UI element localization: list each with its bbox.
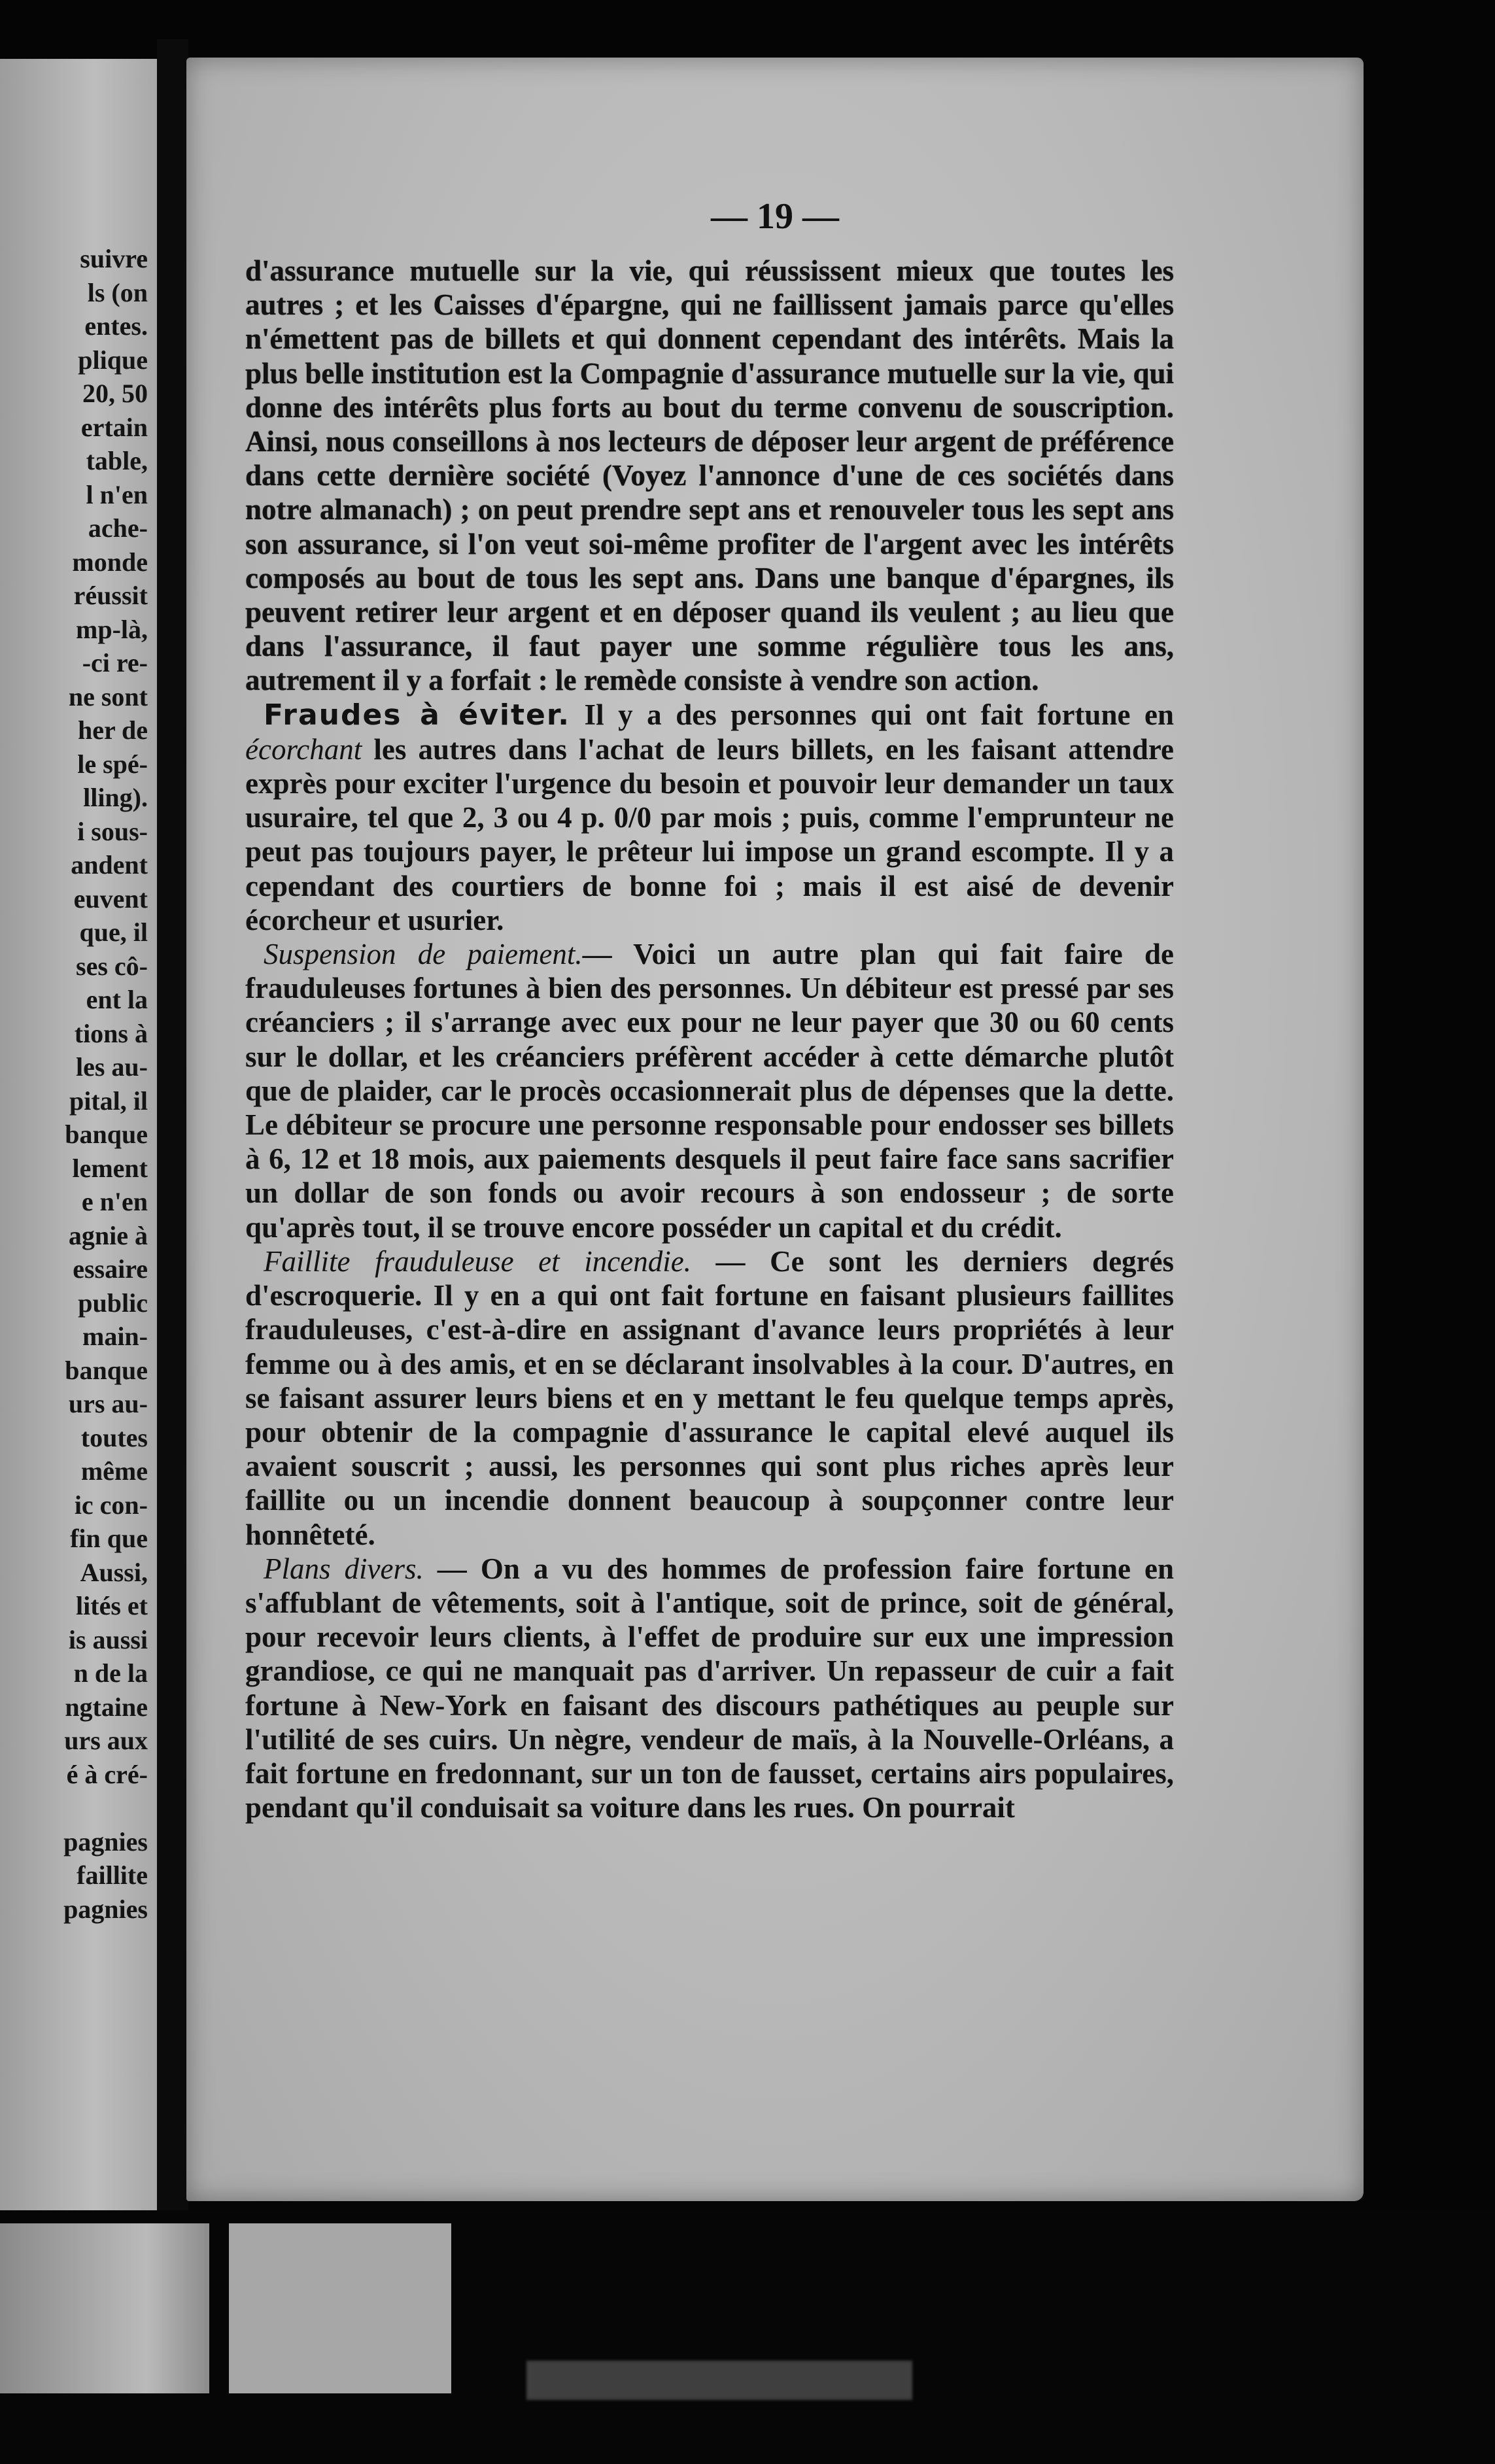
left-page-line: e n'en <box>81 1187 148 1216</box>
left-page-line: les au- <box>76 1052 148 1082</box>
left-page-line: pagnies <box>63 1826 148 1857</box>
paragraph-fraudes-text-a: Il y a des personnes qui ont fait fortune en <box>570 698 1174 731</box>
paragraph-faillite-text: — Ce sont les derniers degrés d'escroquerie. Il y en a qui ont fait fortune en faisant plusieurs faillites frauduleuses, c'est-à-dire en assignant d'avance leurs propriétés à leur femme ou à des amis, et en se déclarant insolvables à la cour. D'autres, en se faisant assurer leurs biens et en y mettant le feu quelque temps après, pour obtenir de la compagnie d'assurance le capital elevé auquel ils avaient souscrit ; aussi, les personnes qui sont plus riches après leur faillite ou un incendie donnent beaucoup à soupçonner contre leur honnêteté. <box>245 1244 1174 1551</box>
left-page-line: même <box>80 1456 148 1486</box>
left-page-line: pagnies <box>63 1894 148 1924</box>
left-page-line: urs aux <box>64 1726 148 1755</box>
book-gutter <box>157 39 188 2217</box>
left-page-line: plique <box>78 345 148 375</box>
left-page-line: main- <box>82 1322 148 1351</box>
left-page-fragment <box>0 59 157 2210</box>
body-text <box>245 254 1174 1824</box>
left-page-line: fin que <box>70 1524 148 1553</box>
left-page-line: ent la <box>86 985 148 1014</box>
left-page-line: i sous- <box>77 816 148 846</box>
left-page-line: banque <box>65 1120 148 1149</box>
scan-edge-left <box>0 2223 209 2393</box>
scanned-page <box>186 58 1364 2201</box>
paragraph-fraudes <box>245 698 1174 937</box>
paragraph-faillite <box>245 1244 1174 1552</box>
left-page-line: que, il <box>79 917 148 947</box>
section-heading-plans: Plans divers. <box>264 1552 424 1585</box>
left-page-line: ache- <box>88 513 148 543</box>
left-page-line: pital, il <box>69 1086 148 1116</box>
left-page-line: lling). <box>83 783 148 812</box>
left-page-line: table, <box>86 446 148 475</box>
left-page-line: toutes <box>80 1422 148 1452</box>
left-page-line: lement <box>72 1153 148 1183</box>
paragraph-fraudes-text-b: les autres dans l'achat de leurs billets, en les faisant attendre exprès pour exciter l'urgence du besoin et pouvoir leur demander un taux usuraire, tel que 2, 3 ou 4 p. 0/0 par mois ; puis, comme l'emprunteur ne peut pas toujours payer, le prêteur lui impose un grand escompte. Il y a cependant des courtiers de bonne foi ; mais il est aisé de devenir écorcheur et usurier. <box>245 732 1174 936</box>
left-page-line: ic con- <box>74 1490 148 1520</box>
left-page-line: réussit <box>73 581 148 610</box>
left-page-line: banque <box>65 1355 148 1385</box>
emphasis-ecorchant: écorchant <box>245 732 362 766</box>
left-page-line: essaire <box>73 1254 148 1284</box>
left-page-line: n de la <box>73 1658 148 1688</box>
left-page-line: l n'en <box>86 479 148 509</box>
section-heading-suspension: Suspension de paiement. <box>264 938 583 971</box>
paragraph-plans-text: — On a vu des hommes de profession faire fortune en s'affublant de vêtements, soit à l'antique, soit de prince, soit de général, pour recevoir leurs clients, à l'effet de produire sur eux une impression grandiose, ce qui ne manquait pas d'arriver. Un repasseur de cuir a fait fortune à New-York en faisant des discours pathétiques au peuple sur l'utilité de ses cuirs. Un nègre, vendeur de maïs, à la Nouvelle-Orléans, a fait fortune en fredonnant, sur un ton de fausset, certains airs populaires, pendant qu'il conduisait sa voiture dans les rues. On pourrait <box>245 1552 1174 1824</box>
left-page-line: faillite <box>77 1860 148 1890</box>
left-page-line: is aussi <box>68 1624 148 1654</box>
left-page-line: lités et <box>76 1591 148 1620</box>
left-page-line: le spé- <box>77 749 148 779</box>
section-heading-faillite: Faillite frauduleuse et incendie. <box>264 1244 691 1278</box>
scan-edge-middle <box>229 2223 451 2393</box>
left-page-line: suivre <box>80 244 148 273</box>
left-page-line: tions à <box>74 1018 148 1048</box>
archive-stamp <box>526 2361 912 2400</box>
left-page-line: monde <box>72 547 148 577</box>
left-page-line: mp-là, <box>76 614 148 644</box>
left-page-line: agnie à <box>68 1220 148 1250</box>
left-page-line: her de <box>77 715 148 745</box>
page-number: — 19 — <box>711 196 839 237</box>
left-page-line: ls (on <box>87 277 148 307</box>
left-page-line: é à cré- <box>66 1759 148 1789</box>
left-page-line: euvent <box>73 883 148 914</box>
left-page-line: andent <box>71 850 148 880</box>
section-heading-fraudes: Fraudes à éviter. <box>264 698 571 732</box>
left-page-line: -ci re- <box>82 648 148 677</box>
left-page-line: entes. <box>84 311 148 341</box>
left-page-line: urs au- <box>68 1389 148 1418</box>
left-page-line: ertain <box>80 412 148 442</box>
left-page-line: Aussi, <box>80 1557 148 1587</box>
paragraph-plans <box>245 1552 1174 1825</box>
left-page-line: ne sont <box>68 681 148 711</box>
scan-border-bottom <box>0 2210 1495 2464</box>
left-page-line: ngtaine <box>65 1692 148 1722</box>
paragraph-savings: d'assurance mutuelle sur la vie, qui réussissent mieux que toutes les autres ; et les Caisses d'épargne, qui ne faillissent jamais parce qu'elles n'émettent pas de billets et qui donnent cependant des intérêts. Mais la plus belle institution est la Compagnie d'assurance mutuelle sur la vie, qui donne des intérêts plus forts au bout du terme convenu de souscription. Ainsi, nous conseillons à nos lecteurs de déposer leur argent de préférence dans cette dernière société (Voyez l'annonce d'une de ces sociétés dans notre almanach) ; on peut prendre sept ans et renouveler tous les sept ans son assurance, si l'on veut soi-même profiter de l'argent avec les intérêts composés au bout de tous les sept ans. Dans une banque d'épargnes, ils peuvent retirer leur argent et en déposer quand ils veulent ; au lieu que dans l'assurance, il faut payer une somme régulière tous les ans, autrement il y a forfait : le remède consiste à vendre son action. <box>245 254 1174 697</box>
left-page-line: 20, 50 <box>82 379 148 408</box>
left-page-line: ses cô- <box>76 951 148 981</box>
left-page-line: public <box>78 1288 148 1318</box>
paragraph-suspension-text: — Voici un autre plan qui fait faire de frauduleuses fortunes à bien des personnes. Un débiteur est pressé par ses créanciers ; il s'arrange avec eux pour ne leur payer que 30 ou 60 cents sur le dollar, et les créanciers préfèrent accéder à cette démarche plutôt que de plaider, car le procès occasionnerait plus de dépenses que la dette. Le débiteur se procure une personne responsable pour endosser ses billets à 6, 12 et 18 mois, aux paiements desquels il peut faire face sans sacrifier un dollar de son fonds ou avoir recours à son endosseur ; de sorte qu'après tout, il se trouve encore posséder un capital et du crédit. <box>245 938 1175 1244</box>
paragraph-suspension <box>245 937 1174 1244</box>
